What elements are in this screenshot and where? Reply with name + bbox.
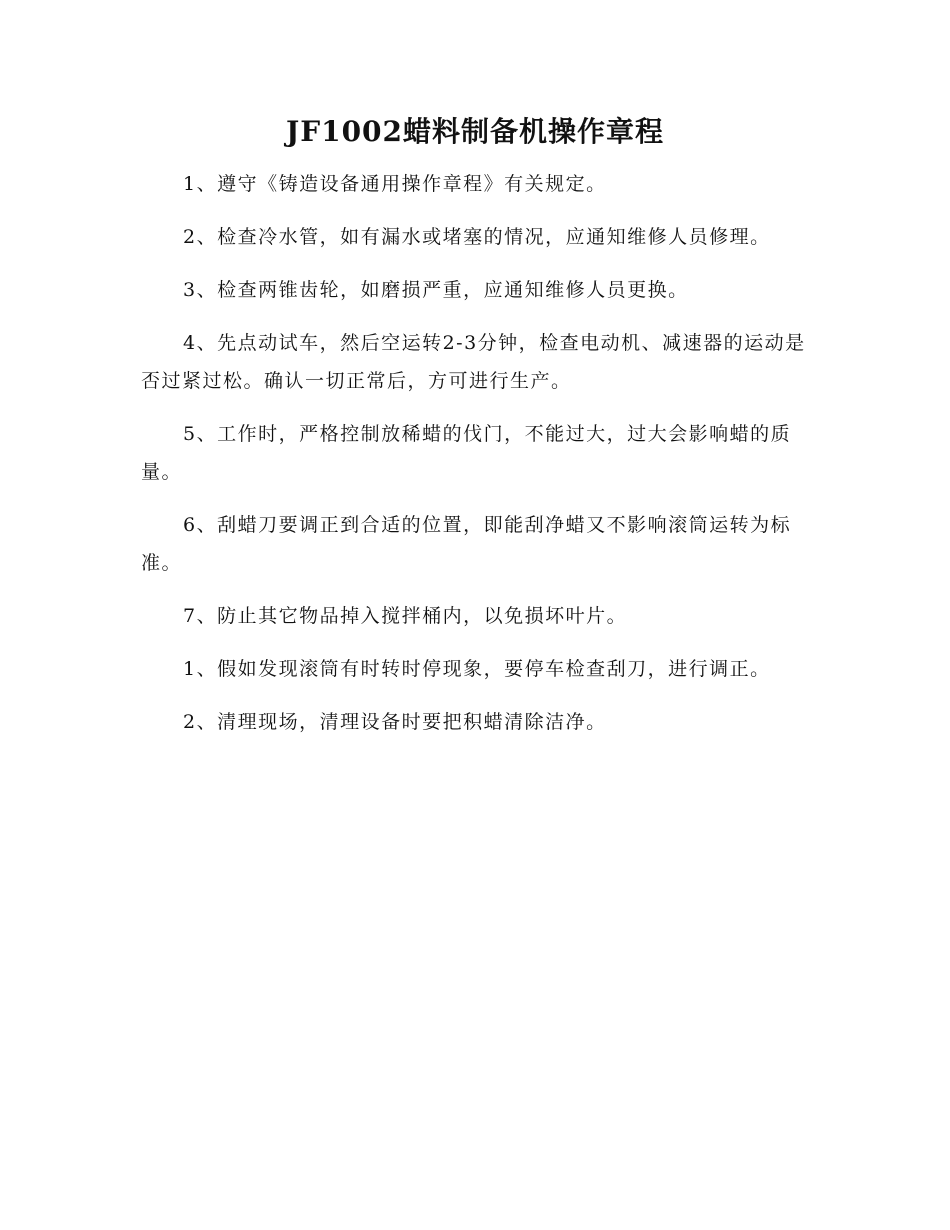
document-body	[141, 165, 809, 756]
document-title: JF1002蜡料制备机操作章程	[285, 115, 665, 148]
paragraph-1: 1、遵守《铸造设备通用操作章程》有关规定。	[183, 173, 607, 195]
paragraph-2: 2、检查冷水管，如有漏水或堵塞的情况，应通知维修人员修理。	[183, 226, 771, 248]
paragraph-3: 3、检查两锥齿轮，如磨损严重，应通知维修人员更换。	[183, 279, 689, 301]
paragraph-8: 1、假如发现滚筒有时转时停现象，要停车检查刮刀，进行调正。	[183, 658, 771, 680]
paragraph-6: 6、刮蜡刀要调正到合适的位置，即能刮净蜡又不影响滚筒运转为标准。	[141, 514, 792, 574]
paragraph-9: 2、清理现场，清理设备时要把积蜡清除洁净。	[183, 711, 607, 733]
paragraph-5: 5、工作时，严格控制放稀蜡的伐门，不能过大，过大会影响蜡的质量。	[141, 423, 792, 483]
paragraph-4: 4、先点动试车，然后空运转2-3分钟，检查电动机、减速器的运动是否过紧过松。确认一切正常后，方可进行生产。	[141, 332, 806, 392]
paragraph-7: 7、防止其它物品掉入搅拌桶内，以免损坏叶片。	[183, 605, 628, 627]
